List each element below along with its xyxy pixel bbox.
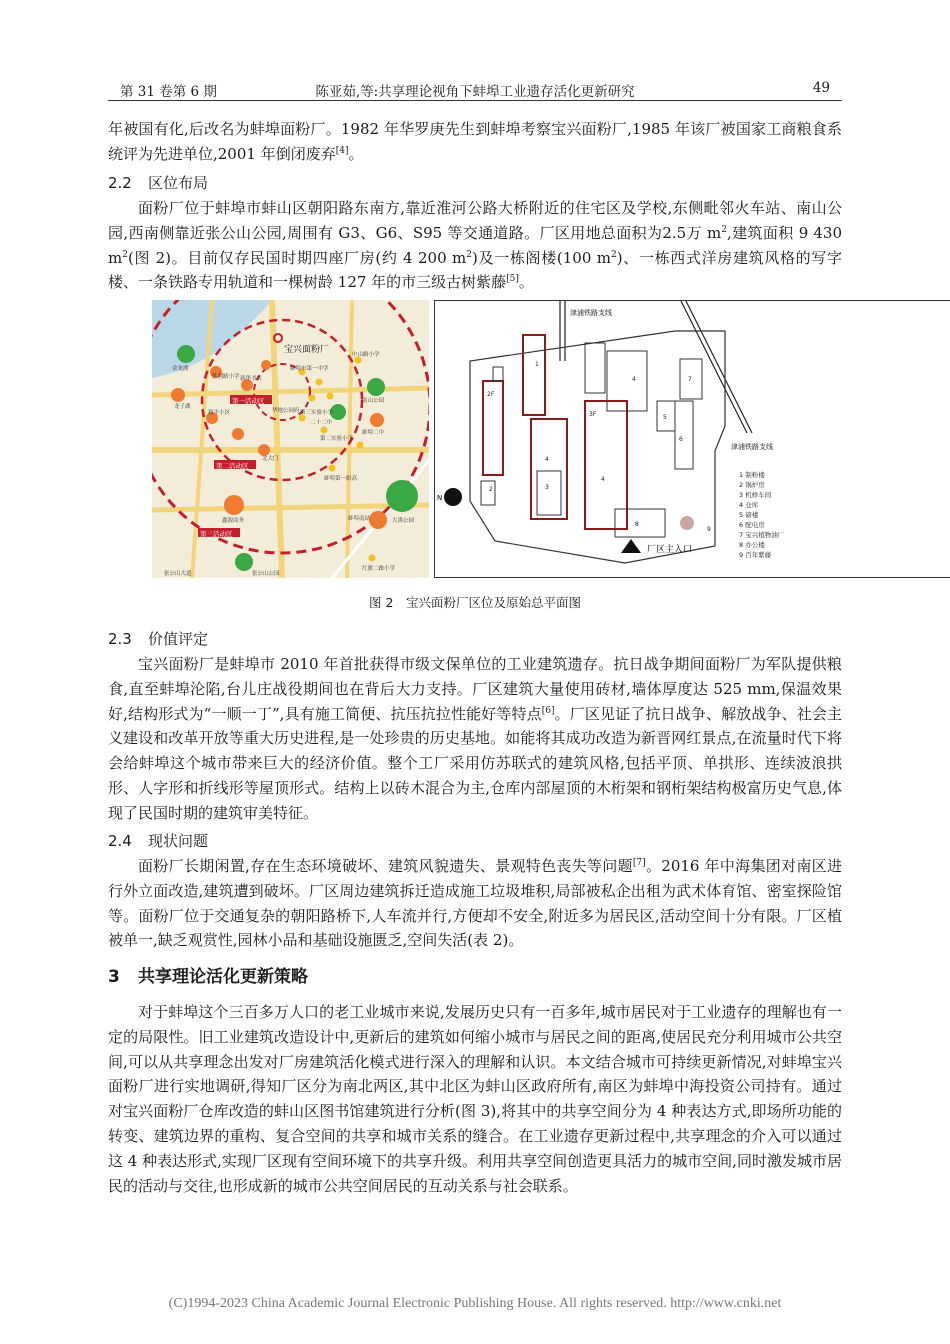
- svg-text:9 百年紫藤: 9 百年紫藤: [739, 551, 772, 559]
- svg-text:8 办公楼: 8 办公楼: [739, 541, 765, 549]
- svg-text:张公山公园: 张公山公园: [252, 571, 280, 577]
- svg-text:3F: 3F: [589, 411, 597, 418]
- rail-label-right: 津浦铁路支线: [731, 443, 773, 451]
- svg-text:蚌埠第一职高: 蚌埠第一职高: [324, 476, 358, 482]
- svg-text:2 锅炉房: 2 锅炉房: [739, 481, 765, 489]
- svg-text:8: 8: [635, 521, 639, 528]
- svg-text:4: 4: [601, 476, 605, 483]
- svg-text:张公山大道: 张公山大道: [164, 571, 192, 577]
- site-plan-graphic: [435, 301, 950, 577]
- svg-text:新华书店: 新华书店: [240, 376, 263, 382]
- svg-text:3 机修车间: 3 机修车间: [739, 491, 772, 499]
- svg-text:9: 9: [707, 526, 711, 533]
- svg-text:中山路小学: 中山路小学: [352, 352, 380, 358]
- site-plan: [434, 300, 950, 578]
- svg-text:二十二中: 二十二中: [310, 420, 333, 426]
- figure-2: [152, 300, 938, 580]
- svg-text:4: 4: [632, 376, 636, 383]
- svg-text:4 仓库: 4 仓库: [739, 501, 759, 509]
- running-title: 陈亚茹,等:共享理论视角下蚌埠工业遗存活化更新研究: [315, 84, 635, 100]
- journal-volume: 第 31 卷第 6 期: [120, 84, 217, 100]
- section-2-2-heading: 2.2 区位布局: [108, 174, 209, 192]
- entrance-label: 厂区主入口: [647, 545, 693, 555]
- svg-text:7: 7: [688, 376, 692, 383]
- svg-text:龙子湖: 龙子湖: [174, 404, 191, 410]
- other-buildings: [481, 343, 702, 537]
- svg-text:蚌埠二中: 蚌埠二中: [362, 430, 385, 436]
- svg-text:5: 5: [663, 414, 667, 421]
- section-3-heading: 3 共享理论活化更新策略: [108, 967, 308, 987]
- north-label: N: [437, 494, 443, 502]
- svg-text:6: 6: [679, 436, 683, 443]
- svg-text:1: 1: [535, 361, 539, 368]
- map-center-label: 宝兴面粉厂: [284, 345, 330, 355]
- svg-text:蚌埠南站: 蚌埠南站: [348, 516, 371, 522]
- paragraph-value: 宝兴面粉厂是蚌埠市 2010 年首批获得市级文保单位的工业建筑遗存。抗日战争期间面粉厂为军队提供粮食,直至蚌埠沦陷,台儿庄战役期间也在背后大力支持。厂区建筑大量使用砖材,墙体厚度达 525 mm,保温效果好,结构形式为“一顺一丁”,具有施工简便、抗压抗拉性能好等特点[6]。厂区见证了抗日战争、解放战争、社会主义建设和改革开放等重大历史进程,是一处珍贵的历史基地。如能将其成功改造为新晋网红景点,在流量时代下将会给蚌埠这个城市带来巨大的经济价值。整个工厂采用仿苏联式的建筑风格,包括平顶、单拱形、连续波浪拱形、人字形和折线形等屋顶形式。结构上以砖木混合为主,仓库内部屋顶的木桁架和钢桁架结构极富历史气息,体现了民国时期的建筑审美特征。: [108, 655, 842, 822]
- svg-text:红旗二路小学: 红旗二路小学: [362, 566, 396, 572]
- zone-label-2: 第二活动区: [216, 462, 249, 470]
- svg-text:4: 4: [545, 456, 549, 463]
- svg-text:3: 3: [545, 484, 549, 491]
- paragraph-history: 年被国有化,后改名为蚌埠面粉厂。1982 年华罗庚先生到蚌埠考察宝兴面粉厂,1985 年该厂被国家工商粮食系统评为先进单位,2001 年倒闭废弃[4]。: [108, 120, 842, 163]
- svg-text:大禹公园: 大禹公园: [392, 518, 415, 524]
- page-number: 49: [812, 80, 830, 96]
- svg-text:华地公园府: 华地公园府: [272, 408, 300, 414]
- zone-label-3: 第三活动区: [200, 530, 233, 538]
- north-arrow-icon: [444, 488, 462, 506]
- svg-text:金龙湖: 金龙湖: [172, 366, 189, 372]
- svg-text:7 宝兴植物油厂: 7 宝兴植物油厂: [739, 531, 785, 539]
- svg-text:胜利路小学: 胜利路小学: [212, 374, 240, 380]
- location-map: [152, 300, 429, 578]
- zone-label-1: 第一活动区: [232, 397, 265, 405]
- svg-text:北大门: 北大门: [262, 456, 279, 462]
- svg-text:第二实验小学: 第二实验小学: [320, 436, 354, 442]
- building-labels: [487, 361, 711, 533]
- paragraph-problems: 面粉厂长期闲置,存在生态环境破坏、建筑风貌遗失、景观特色丧失等问题[7]。2016 年中海集团对南区进行外立面改造,建筑遭到破坏。厂区周边建筑拆迁造成施工垃圾堆积,局部被私企出租为武术体育馆、密室探险馆等。面粉厂位于交通复杂的朝阳路桥下,人车流并行,方便却不安全,附近多为居民区,活动空间十分有限。厂区植被单一,缺乏观赏性,园林小品和基础设施匮乏,空间失活(表 2)。: [108, 857, 842, 950]
- svg-text:2: 2: [489, 486, 493, 493]
- paragraph-strategy: 对于蚌埠这个三百多万人口的老工业城市来说,发展历史只有一百多年,城市居民对于工业遗存的理解也有一定的局限性。旧工业建筑改造设计中,更新后的建筑如何缩小城市与居民之间的距离,使居民充分利用城市公共空间,可以从共享理念出发对厂房建筑活化模式进行深入的理解和认识。本文结合城市可持续更新情况,对蚌埠宝兴面粉厂进行实地调研,得知厂区分为南北两区,其中北区为蚌山区政府所有,南区为蚌埠中海投资公司持有。通过对宝兴面粉厂仓库改造的蚌山区图书馆建筑进行分析(图 3),将其中的共享空间分为 4 种表达方式,即场所功能的转变、建筑边界的重构、复合空间的共享和城市关系的缝合。在工业遗存更新过程中,共享理念的介入可以通过这 4 种表达形式,实现厂区现有空间环境下的共享升级。利用共享空间创造更具活力的城市空间,同时激发城市居民的活动与交往,也形成新的城市公共空间居民的互动关系与社会联系。: [108, 1003, 842, 1195]
- running-header: [108, 78, 842, 101]
- svg-text:第三实验小学: 第三实验小学: [300, 410, 334, 416]
- entrance-triangle-icon: [621, 539, 641, 553]
- wisteria-tree-icon: [680, 516, 694, 530]
- svg-text:6 配电房: 6 配电房: [739, 521, 765, 529]
- section-2-3-heading: 2.3 价值评定: [108, 630, 209, 648]
- svg-text:鑫源商务: 鑫源商务: [222, 518, 245, 524]
- copyright-footer: (C)1994-2023 China Academic Journal Electronic Publishing House. All rights reserved. http://www.cnki.net: [168, 1296, 782, 1311]
- svg-text:蚌埠市第一中学: 蚌埠市第一中学: [290, 366, 329, 372]
- rail-label-top: 津浦铁路支线: [570, 309, 612, 317]
- section-2-4-heading: 2.4 现状问题: [108, 832, 209, 850]
- figure-2-caption: 图 2 宝兴面粉厂区位及原始总平面图: [369, 595, 581, 610]
- location-map-graphic: [152, 300, 429, 578]
- svg-text:和平小区: 和平小区: [208, 410, 231, 416]
- svg-text:2F: 2F: [487, 391, 495, 398]
- plan-legend: [739, 470, 785, 559]
- paragraph-location: 面粉厂位于蚌埠市蚌山区朝阳路东南方,靠近淮河公路大桥附近的住宅区及学校,东侧毗邻火车站、南山公园,西南侧靠近张公山公园,周围有 G3、G6、S95 等交通道路。厂区用地总面积为2.5万 $m^2$,建筑面积 9 430 $m^2$(图 2)。目前仅存民国时期四座厂房(约 4 200 $m^2$)及一栋阁楼(100 $m^2$)、一栋西式洋房建筑风格的写字楼、一条铁路专用轨道和一棵树龄 127 年的市三级古树紫藤[5]。: [108, 199, 842, 292]
- svg-text:南山公园: 南山公园: [362, 398, 385, 404]
- svg-text:1 制粉楼: 1 制粉楼: [739, 471, 765, 479]
- svg-text:5 磅楼: 5 磅楼: [739, 511, 759, 519]
